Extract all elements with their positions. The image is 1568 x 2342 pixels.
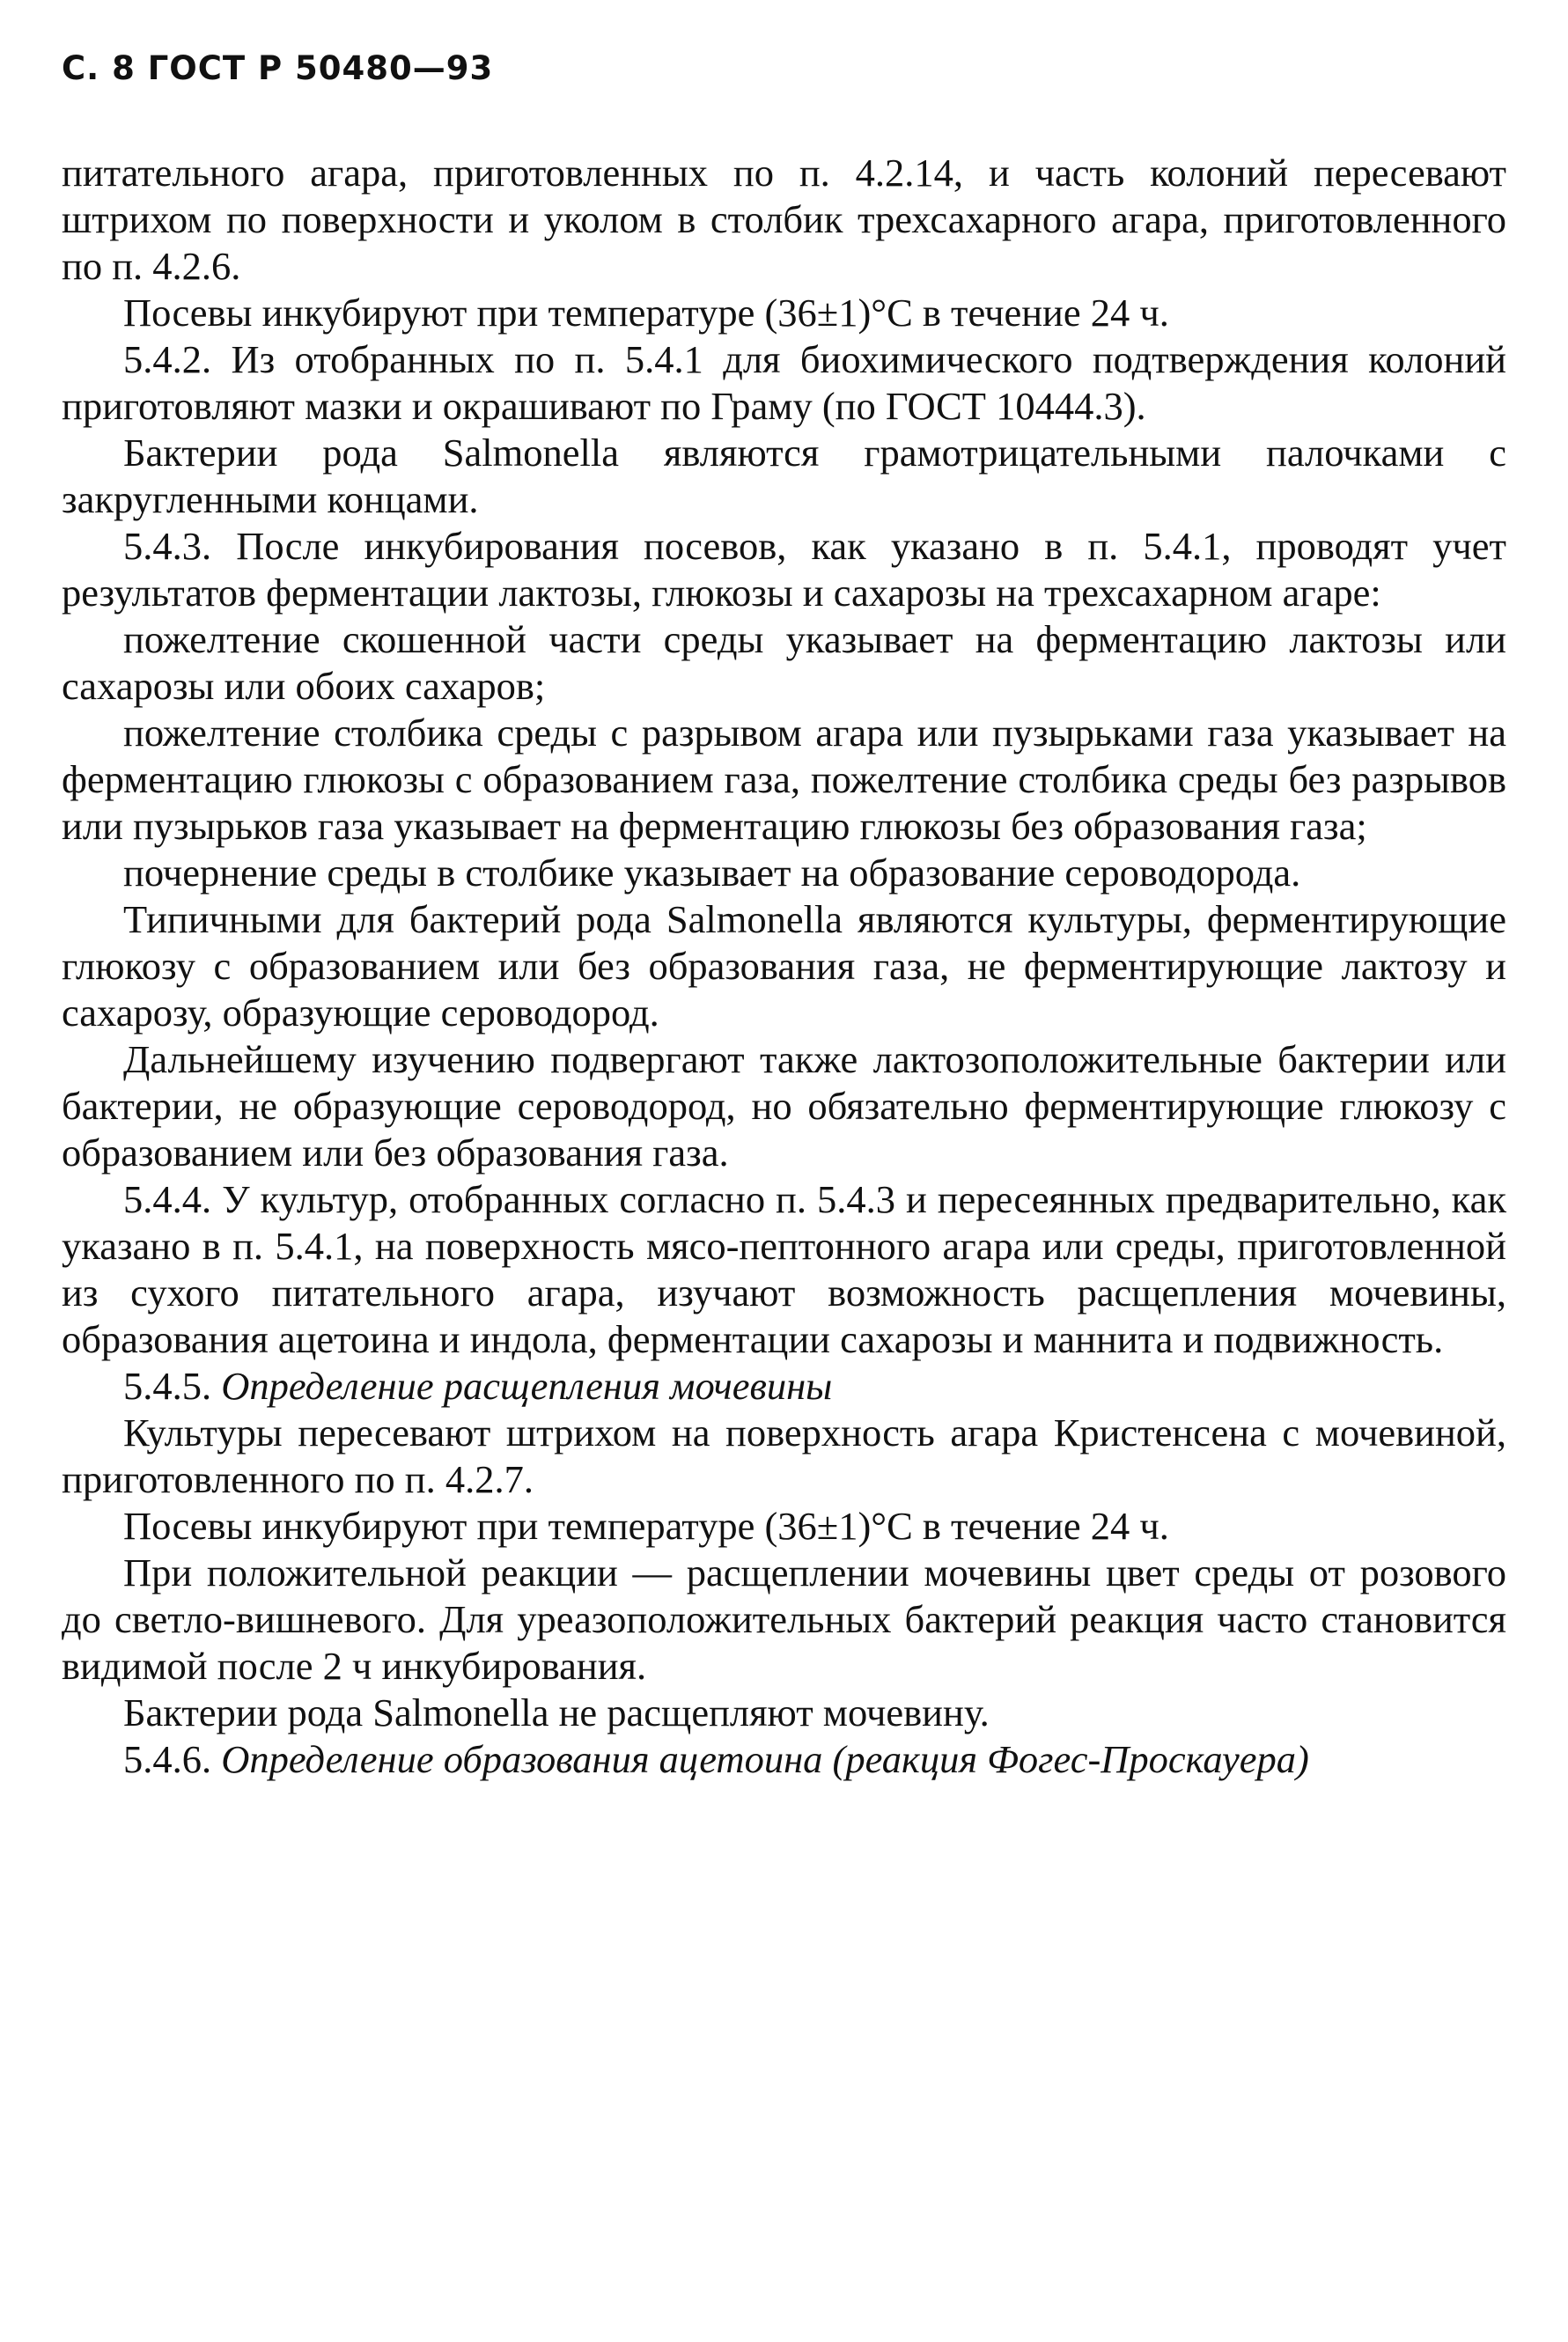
paragraph: Культуры пересевают штрихом на поверхность агара Кристенсена с мочевиной, приготовленного по п. 4.2.7.: [62, 1410, 1506, 1501]
paragraph: Бактерии рода Salmonella являются грамотрицательными палочками с закругленными концами.: [62, 431, 1506, 521]
paragraph: Бактерии рода Salmonella не расщепляют мочевину.: [123, 1690, 990, 1734]
section-number: 5.4.5.: [123, 1364, 212, 1408]
section-heading-5-4-5: [62, 1363, 1506, 1410]
paragraph: Посевы инкубируют при температуре (36±1)°С в течение 24 ч.: [123, 1504, 1169, 1548]
paragraph: 5.4.4. У культур, отобранных согласно п. 5.4.3 и пересеянных предварительно, как указано в п. 5.4.1, на поверхность мясо-пептонного агара или среды, приготовленной из сухого питательного агара, изучают возможность расщепления мочевины, образования ацетоина и индола, ферментации сахарозы и маннита и подвижность.: [62, 1177, 1506, 1361]
paragraph: 5.4.2. Из отобранных по п. 5.4.1 для биохимического подтверждения колоний приготовляют мазки и окрашивают по Граму (по ГОСТ 10444.3).: [62, 337, 1506, 428]
paragraph: 5.4.3. После инкубирования посевов, как указано в п. 5.4.1, проводят учет результатов ферментации лактозы, глюкозы и сахарозы на трехсахарном агаре:: [62, 524, 1506, 615]
paragraph: пожелтение столбика среды с разрывом агара или пузырьками газа указывает на ферментацию глюкозы с образованием газа, пожелтение столбика среды без разрывов или пузырьков газа указывает на ферментацию глюкозы без образования газа;: [62, 711, 1506, 848]
paragraph: Посевы инкубируют при температуре (36±1)°С в течение 24 ч.: [123, 291, 1169, 335]
section-title: Определение расщепления мочевины: [221, 1364, 833, 1408]
paragraph: При положительной реакции — расщеплении мочевины цвет среды от розового до светло-вишневого. Для уреазоположительных бактерий реакция часто становится видимой после 2 ч инкубирования.: [62, 1550, 1506, 1688]
paragraph: Дальнейшему изучению подвергают также лактозоположительные бактерии или бактерии, не образующие сероводород, но обязательно ферментирующие глюкозу с образованием или без образования газа.: [62, 1037, 1506, 1175]
section-number: 5.4.6.: [123, 1737, 212, 1781]
section-title: Определение образования ацетоина (реакция Фогес-Проскауера): [221, 1737, 1309, 1781]
paragraph: питательного агара, приготовленных по п. 4.2.14, и часть колоний пересевают штрихом по поверхности и уколом в столбик трехсахарного агара, приготовленного по п. 4.2.6.: [62, 151, 1506, 288]
paragraph: пожелтение скошенной части среды указывает на ферментацию лактозы или сахарозы или обоих сахаров;: [62, 617, 1506, 708]
paragraph: почернение среды в столбике указывает на образование сероводорода.: [123, 851, 1301, 895]
body-text: [62, 150, 1506, 1783]
page-header: С. 8 ГОСТ Р 50480—93: [62, 49, 494, 87]
paragraph: Типичными для бактерий рода Salmonella являются культуры, ферментирующие глюкозу с образованием или без образования газа, не ферментирующие лактозу и сахарозу, образующие сероводород.: [62, 897, 1506, 1035]
section-heading-5-4-6: [62, 1736, 1506, 1783]
